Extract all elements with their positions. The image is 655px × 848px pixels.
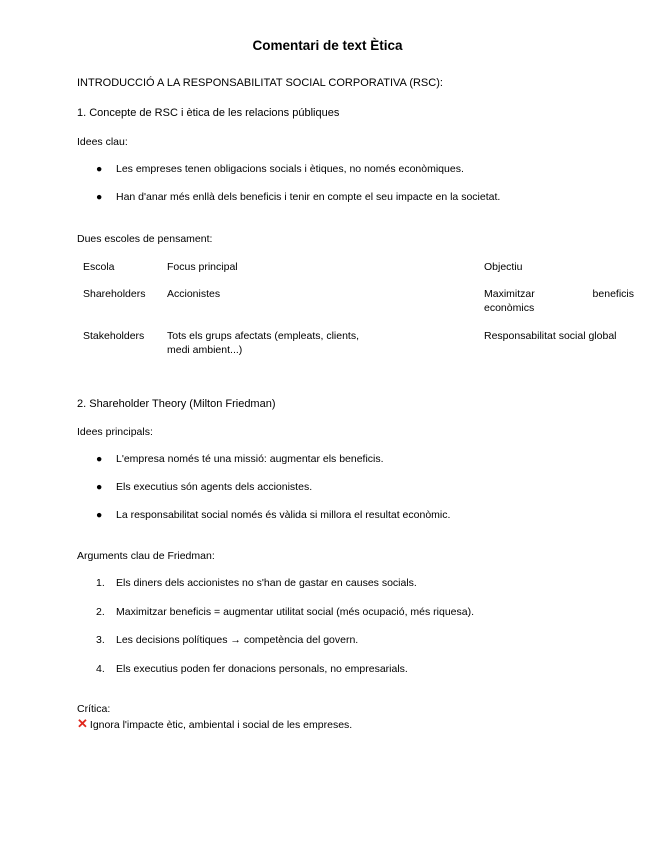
list-number: 4. xyxy=(96,663,105,675)
table-cell: Responsabilitat social global xyxy=(484,330,617,342)
section-1-ideas-label: Idees clau: xyxy=(77,136,128,148)
table-header-cell: Escola xyxy=(83,261,115,273)
section-2-heading: 2. Shareholder Theory (Milton Friedman) xyxy=(77,398,276,410)
list-item: Els diners dels accionistes no s'han de gastar en causes socials. xyxy=(116,577,417,589)
table-row xyxy=(77,287,634,329)
document-title: Comentari de text Ètica xyxy=(252,38,403,53)
critica-label: Crítica: xyxy=(77,703,111,715)
bullet-icon: ● xyxy=(96,453,103,465)
bullet-icon: ● xyxy=(96,191,103,203)
cross-mark-icon: ✕ xyxy=(77,716,88,731)
list-item: Maximitzar beneficis = augmentar utilitat social (més ocupació, més riquesa). xyxy=(116,606,475,618)
table-cell-text: Tots els grups afectats (empleats, clients, medi ambient...) xyxy=(167,330,359,356)
objective-word: econòmics xyxy=(484,302,535,314)
table-cell: Accionistes xyxy=(167,288,221,300)
schools-label: Dues escoles de pensament: xyxy=(77,233,213,245)
table-cell: Shareholders xyxy=(83,288,146,300)
list-item: La responsabilitat social només és vàlida si millora el resultat econòmic. xyxy=(116,509,451,521)
table-header-row xyxy=(77,260,634,287)
table-row xyxy=(77,329,634,357)
list-item: Les decisions polítiques → competència del govern. xyxy=(116,634,359,646)
table-cell xyxy=(167,329,484,357)
critica-line xyxy=(77,716,352,732)
table-header-cell: Focus principal xyxy=(167,261,238,273)
list-number: 2. xyxy=(96,606,105,618)
section-1-heading: 1. Concepte de RSC i ètica de les relacions públiques xyxy=(77,107,340,119)
table-header-cell: Objectiu xyxy=(484,261,523,273)
list-item: Els executius són agents dels accionistes. xyxy=(116,481,313,493)
table-cell: Stakeholders xyxy=(83,330,145,342)
list-item: Les empreses tenen obligacions socials i ètiques, no només econòmiques. xyxy=(116,163,464,175)
bullet-icon: ● xyxy=(96,163,103,175)
list-item: L'empresa només té una missió: augmentar els beneficis. xyxy=(116,453,384,465)
schools-table xyxy=(77,260,634,357)
bullet-icon: ● xyxy=(96,509,103,521)
table-cell xyxy=(484,287,634,329)
arguments-label: Arguments clau de Friedman: xyxy=(77,550,215,562)
list-number: 3. xyxy=(96,634,105,646)
list-item: Han d'anar més enllà dels beneficis i tenir en compte el seu impacte en la societat. xyxy=(116,191,501,203)
objective-word: beneficis xyxy=(592,288,634,300)
list-item: Els executius poden fer donacions personals, no empresarials. xyxy=(116,663,408,675)
intro-heading: INTRODUCCIÓ A LA RESPONSABILITAT SOCIAL CORPORATIVA (RSC): xyxy=(77,77,443,89)
objective-word: Maximitzar xyxy=(484,288,535,300)
bullet-icon: ● xyxy=(96,481,103,493)
list-number: 1. xyxy=(96,577,105,589)
critica-text: Ignora l'impacte ètic, ambiental i social de les empreses. xyxy=(89,719,353,731)
section-2-ideas-label: Idees principals: xyxy=(77,426,153,438)
